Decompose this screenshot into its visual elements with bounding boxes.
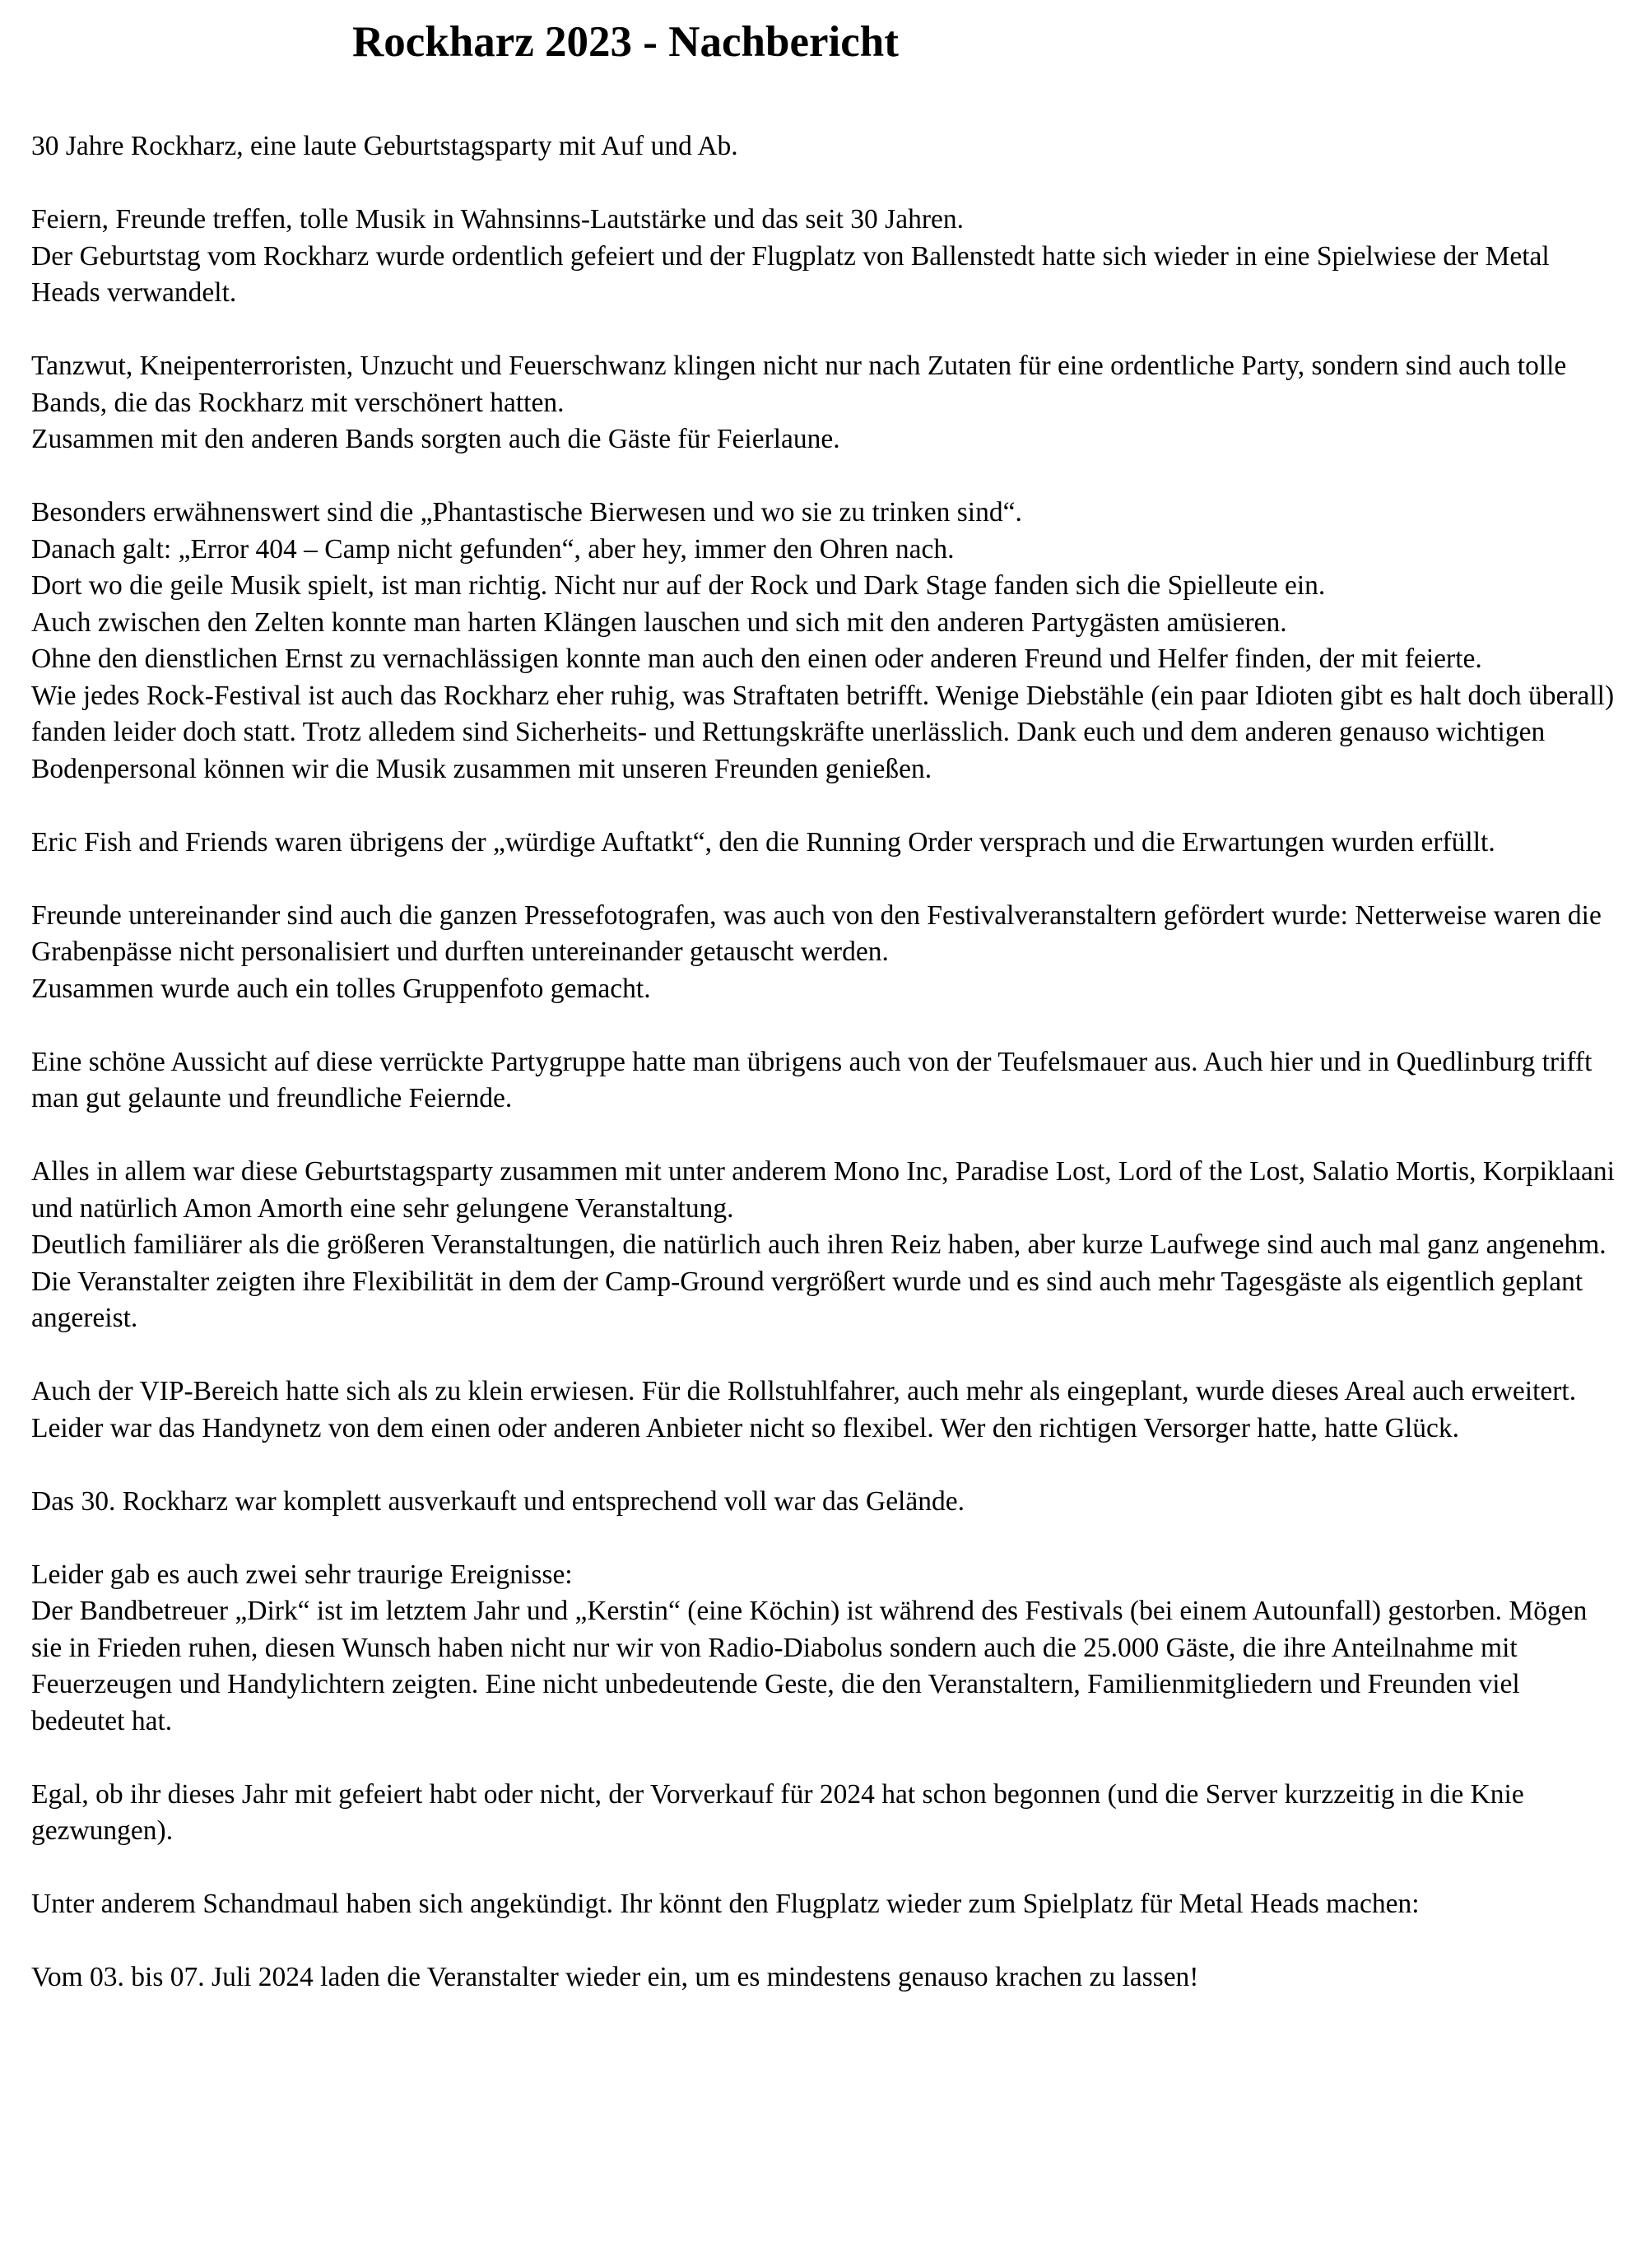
paragraph bbox=[31, 348, 1616, 458]
text-line: 30 Jahre Rockharz, eine laute Geburtstagsparty mit Auf und Ab. bbox=[31, 131, 738, 161]
text-line: Der Geburtstag vom Rockharz wurde ordentlich gefeiert und der Flugplatz von Ballenstedt hatte sich wieder in eine Spielwiese der Metal Heads verwandelt. bbox=[31, 240, 1550, 308]
text-line: Zusammen mit den anderen Bands sorgten auch die Gäste für Feierlaune. bbox=[31, 424, 840, 454]
text-line: Besonders erwähnenswert sind die „Phantastische Bierwesen und wo sie zu trinken sind“. bbox=[31, 497, 1022, 527]
article-body bbox=[31, 128, 1616, 1996]
paragraph bbox=[31, 1154, 1616, 1337]
text-line: Der Bandbetreuer „Dirk“ ist im letztem Jahr und „Kerstin“ (eine Köchin) ist während des Festivals (bei einem Autounfall) gestorben. Mögen sie in Frieden ruhen, diesen Wunsch haben nicht nur wir von Radio-Diabolus sondern auch die 25.000 Gäste, die ihre Anteilnahme mit Feuerzeugen und Handylichtern zeigten. Eine nicht unbedeutende Geste, die den Veranstaltern, Familienmitgliedern und Freunden viel bedeutet hat. bbox=[31, 1596, 1588, 1736]
text-line: Tanzwut, Kneipenterroristen, Unzucht und Feuerschwanz klingen nicht nur nach Zutaten für eine ordentliche Party, sondern sind auch tolle Bands, die das Rockharz mit verschönert hatten. bbox=[31, 351, 1567, 418]
text-line: Deutlich familiärer als die größeren Veranstaltungen, die natürlich auch ihren Reiz haben, aber kurze Laufwege sind auch mal ganz angenehm. bbox=[31, 1229, 1606, 1260]
text-line: Leider gab es auch zwei sehr traurige Ereignisse: bbox=[31, 1559, 573, 1590]
text-line: Zusammen wurde auch ein tolles Gruppenfoto gemacht. bbox=[31, 973, 651, 1004]
paragraph bbox=[31, 1044, 1616, 1118]
text-line: Dort wo die geile Musik spielt, ist man richtig. Nicht nur auf der Rock und Dark Stage fanden sich die Spielleute ein. bbox=[31, 570, 1326, 601]
text-line: Egal, ob ihr dieses Jahr mit gefeiert habt oder nicht, der Vorverkauf für 2024 hat schon begonnen (und die Server kurzzeitig in die Knie gezwungen). bbox=[31, 1778, 1524, 1846]
text-line: Das 30. Rockharz war komplett ausverkauft und entsprechend voll war das Gelände. bbox=[31, 1485, 965, 1517]
text-line: Auch der VIP-Bereich hatte sich als zu klein erwiesen. Für die Rollstuhlfahrer, auch mehr als eingeplant, wurde dieses Areal auch erweitert. bbox=[31, 1376, 1577, 1406]
paragraph bbox=[31, 495, 1616, 788]
text-line: Alles in allem war diese Geburtstagsparty zusammen mit unter anderem Mono Inc, Paradise Lost, Lord of the Lost, Salatio Mortis, Korpiklaani und natürlich Amon Amorth eine sehr gelungene Veranstaltung. bbox=[31, 1156, 1615, 1224]
text-line: Wie jedes Rock-Festival ist auch das Rockharz eher ruhig, was Straftaten betrifft. Wenige Diebstähle (ein paar Idioten gibt es halt doch überall) fanden leider doch statt. Trotz alledem sind Sicherheits- und Rettungskräfte unerlässlich. Dank euch und dem anderen genauso wichtigen Bodenpersonal können wir die Musik zusammen mit unseren Freunden genießen. bbox=[31, 680, 1615, 784]
text-line: Freunde untereinander sind auch die ganzen Pressefotografen, was auch von den Festivalveranstaltern gefördert wurde: Netterweise waren die Grabenpässe nicht personalisiert und durften untereinander getauscht werden. bbox=[31, 899, 1602, 967]
paragraph bbox=[31, 202, 1616, 312]
paragraph bbox=[31, 1557, 1616, 1741]
text-line: Eric Fish and Friends waren übrigens der „würdige Auftatkt“, den die Running Order versprach und die Erwartungen wurden erfüllt. bbox=[31, 826, 1495, 857]
paragraph bbox=[31, 1886, 1616, 1923]
text-line: Eine schöne Aussicht auf diese verrückte Partygruppe hatte man übrigens auch von der Teufelsmauer aus. Auch hier und in Quedlinburg trifft man gut gelaunte und freundliche Feiernde. bbox=[31, 1046, 1593, 1113]
paragraph bbox=[31, 1959, 1616, 1996]
paragraph bbox=[31, 128, 1616, 165]
paragraph bbox=[31, 1373, 1616, 1447]
text-line: Ohne den dienstlichen Ernst zu vernachlässigen konnte man auch den einen oder anderen Freund und Helfer finden, der mit feierte. bbox=[31, 644, 1482, 674]
text-line: Leider war das Handynetz von dem einen oder anderen Anbieter nicht so flexibel. Wer den richtigen Versorger hatte, hatte Glück. bbox=[31, 1412, 1459, 1443]
paragraph bbox=[31, 1484, 1616, 1521]
text-line: Feiern, Freunde treffen, tolle Musik in Wahnsinns-Lautstärke und das seit 30 Jahren. bbox=[31, 204, 964, 235]
text-line: Auch zwischen den Zelten konnte man harten Klängen lauschen und sich mit den anderen Partygästen amüsieren. bbox=[31, 607, 1287, 638]
text-line: Unter anderem Schandmaul haben sich angekündigt. Ihr könnt den Flugplatz wieder zum Spielplatz für Metal Heads machen: bbox=[31, 1889, 1420, 1919]
text-line: Danach galt: „Error 404 – Camp nicht gefunden“, aber hey, immer den Ohren nach. bbox=[31, 533, 955, 565]
page-title: Rockharz 2023 - Nachbericht bbox=[352, 18, 899, 66]
paragraph bbox=[31, 898, 1616, 1008]
paragraph bbox=[31, 825, 1616, 862]
text-line: Die Veranstalter zeigten ihre Flexibilität in dem der Camp-Ground vergrößert wurde und es sind auch mehr Tagesgäste als eigentlich geplant angereist. bbox=[31, 1266, 1583, 1333]
paragraph bbox=[31, 1777, 1616, 1850]
text-line: Vom 03. bis 07. Juli 2024 laden die Veranstalter wieder ein, um es mindestens genauso krachen zu lassen! bbox=[31, 1962, 1199, 1992]
